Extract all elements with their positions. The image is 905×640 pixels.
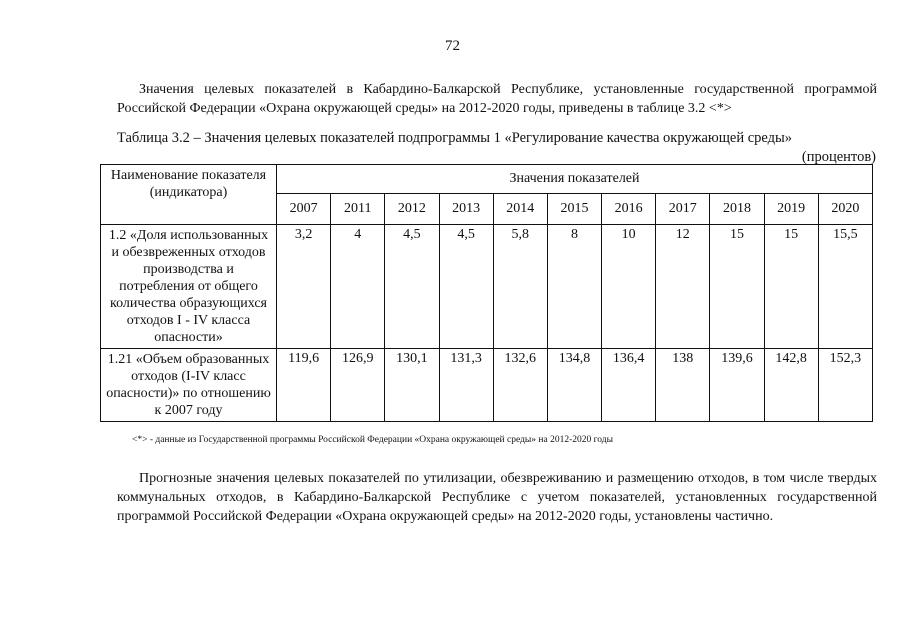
value-cell: 138 [656,349,710,422]
page-number: 72 [445,38,460,54]
year-header: 2016 [602,194,656,225]
year-header: 2007 [277,194,331,225]
year-header: 2018 [710,194,764,225]
year-header: 2013 [439,194,493,225]
value-cell: 4,5 [439,225,493,349]
value-cell: 139,6 [710,349,764,422]
year-header: 2015 [547,194,601,225]
year-header: 2020 [818,194,872,225]
indicator-name-header: Наименование показателя (индикатора) [101,165,277,225]
value-cell: 126,9 [331,349,385,422]
table-units: (процентов) [801,149,876,165]
value-cell: 152,3 [818,349,872,422]
footnote: <*> - данные из Государственной программы Российской Федерации «Охрана окружающей среды» на 2012-2020 годы [132,435,613,445]
closing-paragraph: Прогнозные значения целевых показателей по утилизации, обезвреживанию и размещению отходов, в том числе твердых коммунальных отходов, в Кабардино-Балкарской Республике с учетом показателей, установленных государственной программой Российской Федерации «Охрана окружающей среды» на 2012-2020 годы, установлены частично. [117,471,877,524]
value-cell: 132,6 [493,349,547,422]
table-row [101,225,873,349]
intro-paragraph: Значения целевых показателей в Кабардино-Балкарской Республике, установленные государственной программой Российской Федерации «Охрана окружающей среды» на 2012-2020 годы, приведены в таблице 3.2 <*> [117,82,877,116]
value-cell: 15,5 [818,225,872,349]
value-cell: 142,8 [764,349,818,422]
indicator-name-cell: 1.21 «Объем образованных отходов (I-IV класс опасности)» по отношению к 2007 году [101,349,277,422]
year-header: 2019 [764,194,818,225]
value-cell: 15 [710,225,764,349]
value-cell: 8 [547,225,601,349]
year-header: 2014 [493,194,547,225]
year-header: 2011 [331,194,385,225]
indicator-table [100,164,873,422]
value-cell: 4,5 [385,225,439,349]
value-cell: 4 [331,225,385,349]
year-header: 2017 [656,194,710,225]
value-cell: 5,8 [493,225,547,349]
value-cell: 119,6 [277,349,331,422]
value-cell: 130,1 [385,349,439,422]
table-caption: Таблица 3.2 – Значения целевых показателей подпрограммы 1 «Регулирование качества окружающей среды» [117,130,793,146]
value-cell: 134,8 [547,349,601,422]
value-cell: 10 [602,225,656,349]
value-cell: 15 [764,225,818,349]
value-cell: 12 [656,225,710,349]
year-header: 2012 [385,194,439,225]
value-cell: 136,4 [602,349,656,422]
value-cell: 3,2 [277,225,331,349]
table-row [101,349,873,422]
value-cell: 131,3 [439,349,493,422]
indicator-name-cell: 1.2 «Доля использованных и обезвреженных отходов производства и потребления от общего количества образующихся отходов I - IV класса опасности» [101,225,277,349]
values-header: Значения показателей [277,165,873,194]
